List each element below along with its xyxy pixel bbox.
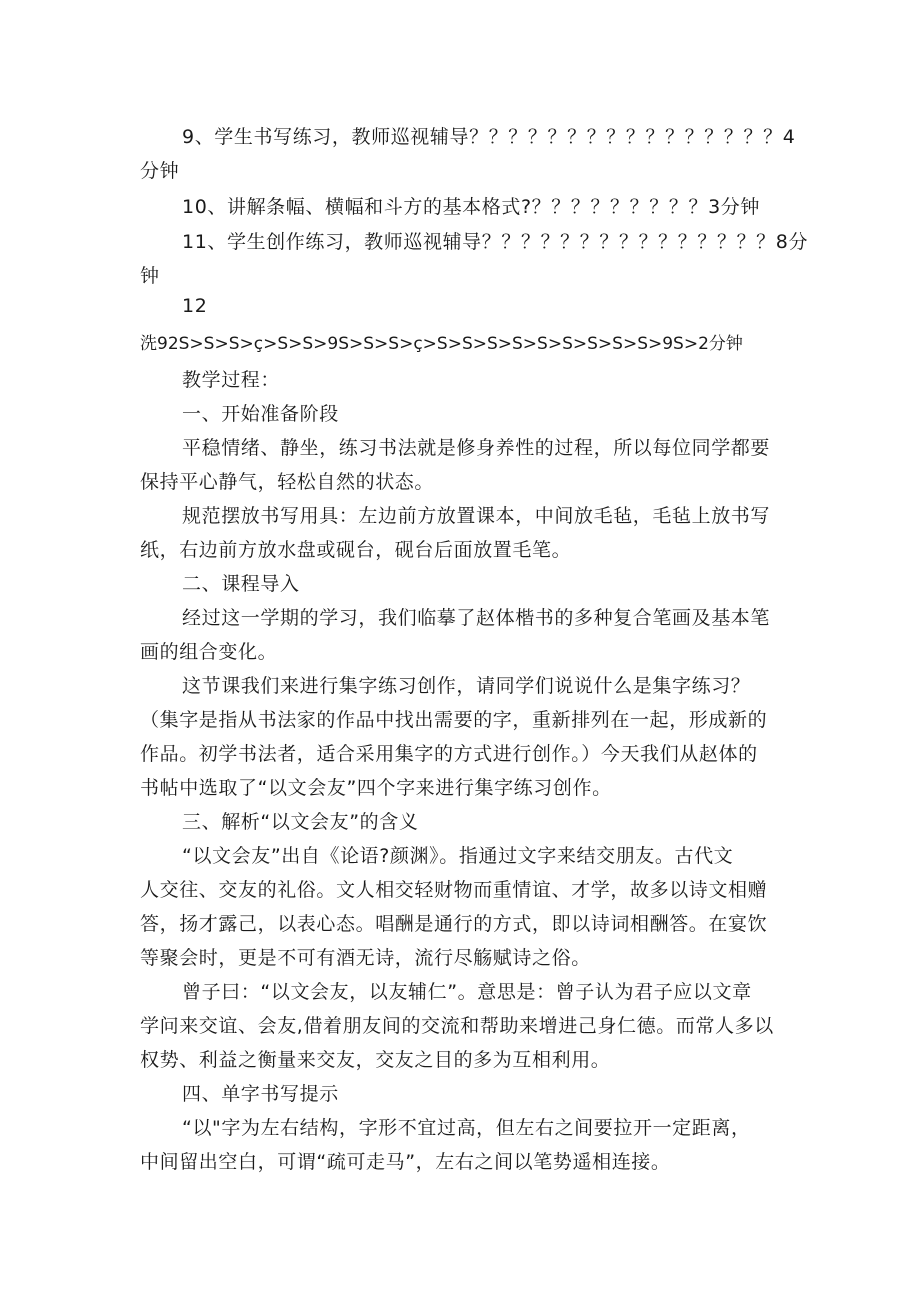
paragraph-line: 作品。初学书法者，适合采用集字的方式进行创作。）今天我们从赵体的 xyxy=(140,743,758,765)
schedule-line-11-cont: 钟 xyxy=(140,265,160,287)
paragraph-line: 保持平心静气，轻松自然的状态。 xyxy=(140,471,435,493)
section-heading-1: 一、开始准备阶段 xyxy=(182,403,339,425)
paragraph-line: （集字是指从书法家的作品中找出需要的字，重新排列在一起，形成新的 xyxy=(140,709,768,731)
paragraph-line: 经过这一学期的学习，我们临摹了赵体楷书的多种复合笔画及基本笔 xyxy=(182,607,771,629)
paragraph-line: “以"字为左右结构，字形不宜过高，但左右之间要拉开一定距离， xyxy=(182,1117,751,1139)
schedule-line-9: 9、学生书写练习，教师巡视辅导？？？？？？？？？？？？？？？？4 xyxy=(182,126,796,148)
paragraph-line: 人交往、交友的礼俗。文人相交轻财物而重情谊、才学，故多以诗文相赠 xyxy=(140,879,768,901)
paragraph-line: 中间留出空白，可谓“疏可走马”，左右之间以笔势遥相连接。 xyxy=(140,1151,671,1173)
section-heading-2: 二、课程导入 xyxy=(182,573,300,595)
paragraph-line: 权势、利益之衡量来交友，交友之目的多为互相利用。 xyxy=(140,1049,611,1071)
paragraph-line: 平稳情绪、静坐，练习书法就是修身养性的过程，所以每位同学都要 xyxy=(182,437,771,459)
paragraph-line: 书帖中选取了“以文会友”四个字来进行集字练习创作。 xyxy=(140,777,612,799)
schedule-line-12: 12 xyxy=(182,295,208,317)
paragraph-line: 画的组合变化。 xyxy=(140,641,278,663)
schedule-line-12-cont: 洗92S>S>S>ç>S>S>9S>S>S>ç>S>S>S>S>S>S>S>S>S>9S>2分钟 xyxy=(140,334,743,354)
schedule-line-9-cont: 分钟 xyxy=(140,160,180,182)
paragraph-line: 答，扬才露己，以表心态。唱酬是通行的方式，即以诗词相酬答。在宴饮 xyxy=(140,913,768,935)
paragraph-line: 这节课我们来进行集字练习创作，请同学们说说什么是集字练习？ xyxy=(182,675,751,697)
paragraph-line: 规范摆放书写用具：左边前方放置课本，中间放毛毡，毛毡上放书写 xyxy=(182,505,771,527)
section-heading-3: 三、解析“以文会友”的含义 xyxy=(182,811,419,833)
paragraph-line: 曾子曰：“以文会友，以友辅仁”。意思是：曾子认为君子应以文章 xyxy=(182,981,752,1003)
paragraph-line: 学问来交谊、会友,借着朋友间的交流和帮助来增进己身仁德。而常人多以 xyxy=(140,1015,774,1037)
paragraph-line: “以文会友”出自《论语?颜渊》。指通过文字来结交朋友。古代文 xyxy=(182,845,734,867)
paragraph-line: 等聚会时，更是不可有酒无诗，流行尽觞赋诗之俗。 xyxy=(140,947,591,969)
schedule-line-10: 10、讲解条幅、横幅和斗方的基本格式?？？？？？？？？？3分钟 xyxy=(182,196,760,218)
section-heading-process: 教学过程： xyxy=(182,369,281,391)
paragraph-line: 纸，右边前方放水盘或砚台，砚台后面放置毛笔。 xyxy=(140,539,572,561)
schedule-line-11: 11、学生创作练习，教师巡视辅导？？？？？？？？？？？？？？？8分 xyxy=(182,231,809,253)
section-heading-4: 四、单字书写提示 xyxy=(182,1083,339,1105)
